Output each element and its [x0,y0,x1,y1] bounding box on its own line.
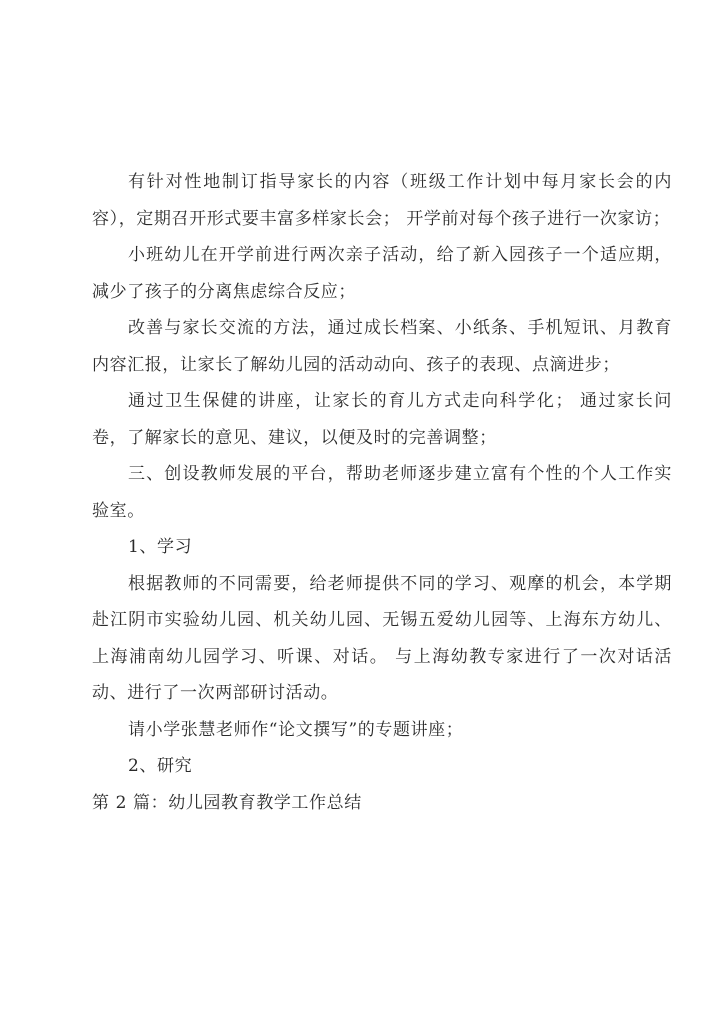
paragraph-parent-child-activity: 小班幼儿在开学前进行两次亲子活动，给了新入园孩子一个适应期，减少了孩子的分离焦虑综合反应； [92,245,672,302]
next-article-heading: 第 2 篇：幼儿园教育教学工作总结 [92,792,362,813]
paragraph-teacher-platform: 三、创设教师发展的平台，帮助老师逐步建立富有个性的个人工作实验室。 [92,464,672,521]
paragraph-communication-methods: 改善与家长交流的方法，通过成长档案、小纸条、手机短讯、月教育内容汇报，让家长了解幼儿园的活动动向、孩子的表现、点滴进步； [92,318,672,375]
paragraph-health-lecture: 通过卫生保健的讲座，让家长的育儿方式走向科学化； 通过家长问卷，了解家长的意见、建议，以便及时的完善调整； [92,391,672,448]
paragraph-study-details: 根据教师的不同需要，给老师提供不同的学习、观摩的机会，本学期赴江阴市实验幼儿园、机关幼儿园、无锡五爱幼儿园等、上海东方幼儿、上海浦南幼儿园学习、听课、对话。 与上海幼教专家进行了一次对话活动、进行了一次两部研讨活动。 [92,573,672,703]
paragraph-lecture-invite: 请小学张慧老师作“论文撰写”的专题讲座； [128,719,464,740]
paragraph-research-heading: 2、研究 [128,756,193,776]
paragraph-parent-guidance: 有针对性地制订指导家长的内容（班级工作计划中每月家长会的内容），定期召开形式要丰富多样家长会； 开学前对每个孩子进行一次家访； [92,172,672,229]
document-body [92,164,672,821]
paragraph-study-heading: 1、学习 [128,537,193,557]
